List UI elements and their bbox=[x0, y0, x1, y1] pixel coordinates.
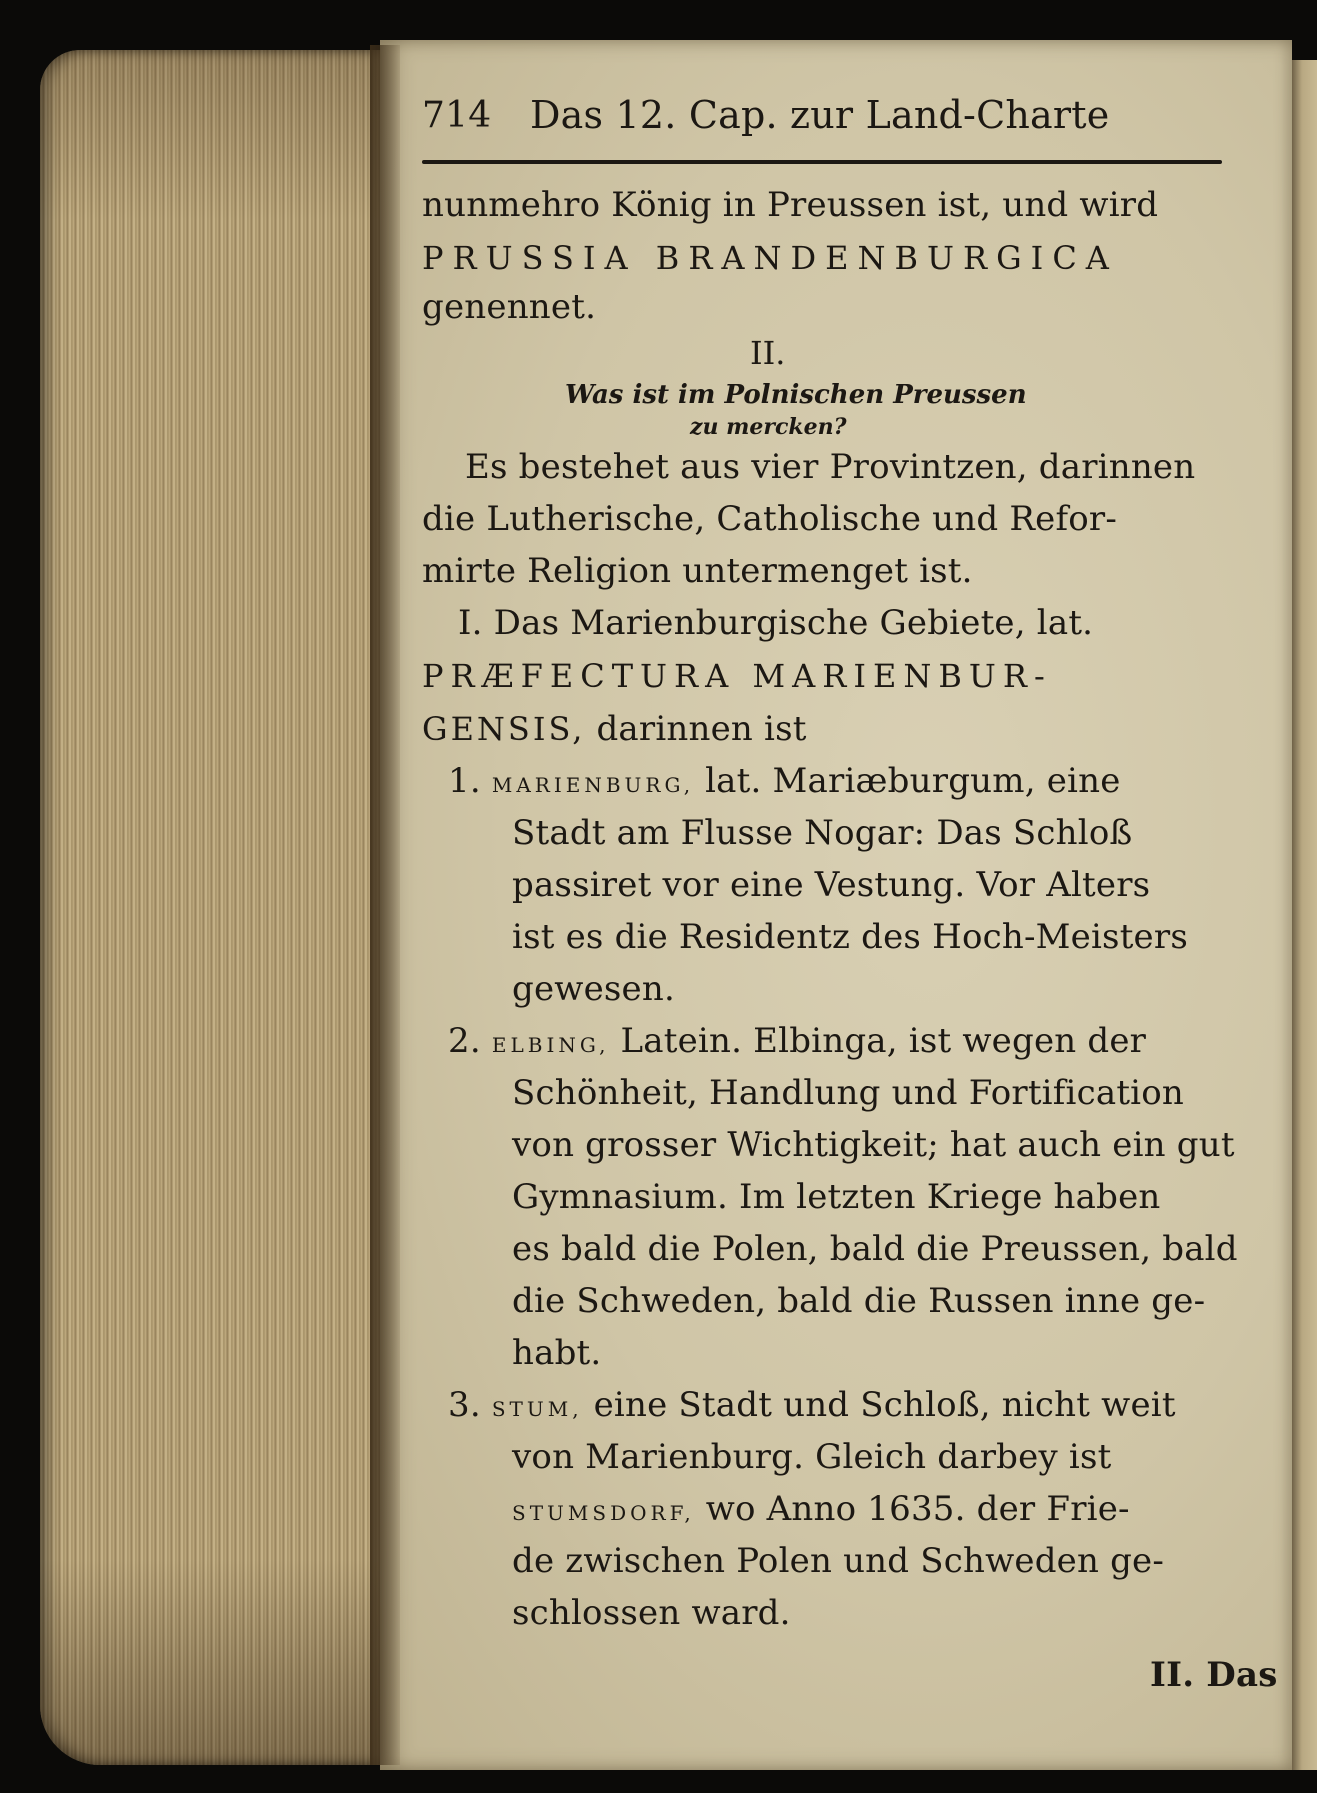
text-line-14: gewesen. bbox=[512, 969, 675, 1009]
item-1-rest: lat. Mariæburgum, eine bbox=[705, 761, 1121, 801]
text-line-9-rest: darinnen ist bbox=[596, 709, 807, 749]
question-line-1: Was ist im Polnischen Preussen bbox=[565, 380, 1027, 410]
text-line-17: von grosser Wichtigkeit; hat auch ein gut bbox=[512, 1125, 1235, 1165]
header-rule bbox=[422, 160, 1222, 164]
text-line-6: mirte Religion untermenget ist. bbox=[422, 551, 973, 591]
text-line-13: ist es die Residentz des Hoch-Meisters bbox=[512, 917, 1188, 957]
item-3-rest: eine Stadt und Schloß, nicht weit bbox=[593, 1385, 1176, 1425]
text-line-21: habt. bbox=[512, 1333, 602, 1373]
text-line-20: die Schweden, bald die Russen inne ge- bbox=[512, 1281, 1206, 1321]
text-line-15 bbox=[448, 1021, 1147, 1061]
text-line-19: es bald die Polen, bald die Preussen, bald bbox=[512, 1229, 1238, 1269]
catchword: II. Das bbox=[1150, 1655, 1278, 1695]
text-line-1: nunmehro König in Preussen ist, und wird bbox=[422, 185, 1159, 225]
item-2-name: ELBING, bbox=[491, 1033, 610, 1057]
stumsdorf-name: STUMSDORF, bbox=[512, 1501, 695, 1525]
text-line-24-rest: wo Anno 1635. der Frie- bbox=[705, 1489, 1130, 1529]
text-line-12: passiret vor eine Vestung. Vor Alters bbox=[512, 865, 1151, 905]
text-line-2: PRUSSIA BRANDENBURGICA bbox=[422, 239, 1118, 277]
text-line-24 bbox=[512, 1489, 1130, 1529]
item-1-name: MARIENBURG, bbox=[491, 773, 695, 797]
book-page-edges bbox=[40, 50, 385, 1765]
text-line-8: PRÆFECTURA MARIENBUR- bbox=[422, 657, 1052, 695]
gutter-shadow bbox=[370, 45, 400, 1765]
item-1-number: 1. bbox=[448, 761, 481, 801]
text-line-23: von Marienburg. Gleich darbey ist bbox=[512, 1437, 1112, 1477]
running-title: Das 12. Cap. zur Land-Charte bbox=[530, 93, 1110, 137]
text-line-18: Gymnasium. Im letzten Kriege haben bbox=[512, 1177, 1161, 1217]
section-number: II. bbox=[750, 334, 786, 372]
book-page bbox=[380, 40, 1292, 1770]
text-line-25: de zwischen Polen und Schweden ge- bbox=[512, 1541, 1165, 1581]
text-line-11: Stadt am Flusse Nogar: Das Schloß bbox=[512, 813, 1133, 853]
question-line-2: zu mercken? bbox=[690, 414, 847, 440]
text-line-26: schlossen ward. bbox=[512, 1593, 791, 1633]
text-line-16: Schönheit, Handlung und Fortification bbox=[512, 1073, 1185, 1113]
text-line-9-caps: GENSIS, bbox=[422, 710, 586, 748]
text-line-3: genennet. bbox=[422, 287, 597, 327]
item-2-number: 2. bbox=[448, 1021, 481, 1061]
facing-page-edge bbox=[1292, 60, 1317, 1770]
text-line-10 bbox=[448, 761, 1121, 801]
text-line-5: die Lutherische, Catholische und Refor- bbox=[422, 499, 1118, 539]
page-number: 714 bbox=[422, 95, 492, 136]
text-line-22 bbox=[448, 1385, 1176, 1425]
item-3-name: STUM, bbox=[491, 1397, 583, 1421]
text-line-4: Es bestehet aus vier Provintzen, darinnen bbox=[465, 447, 1196, 487]
text-line-7: I. Das Marienburgische Gebiete, lat. bbox=[458, 603, 1094, 643]
item-2-rest: Latein. Elbinga, ist wegen der bbox=[620, 1021, 1147, 1061]
item-3-number: 3. bbox=[448, 1385, 481, 1425]
text-line-9 bbox=[422, 709, 807, 749]
